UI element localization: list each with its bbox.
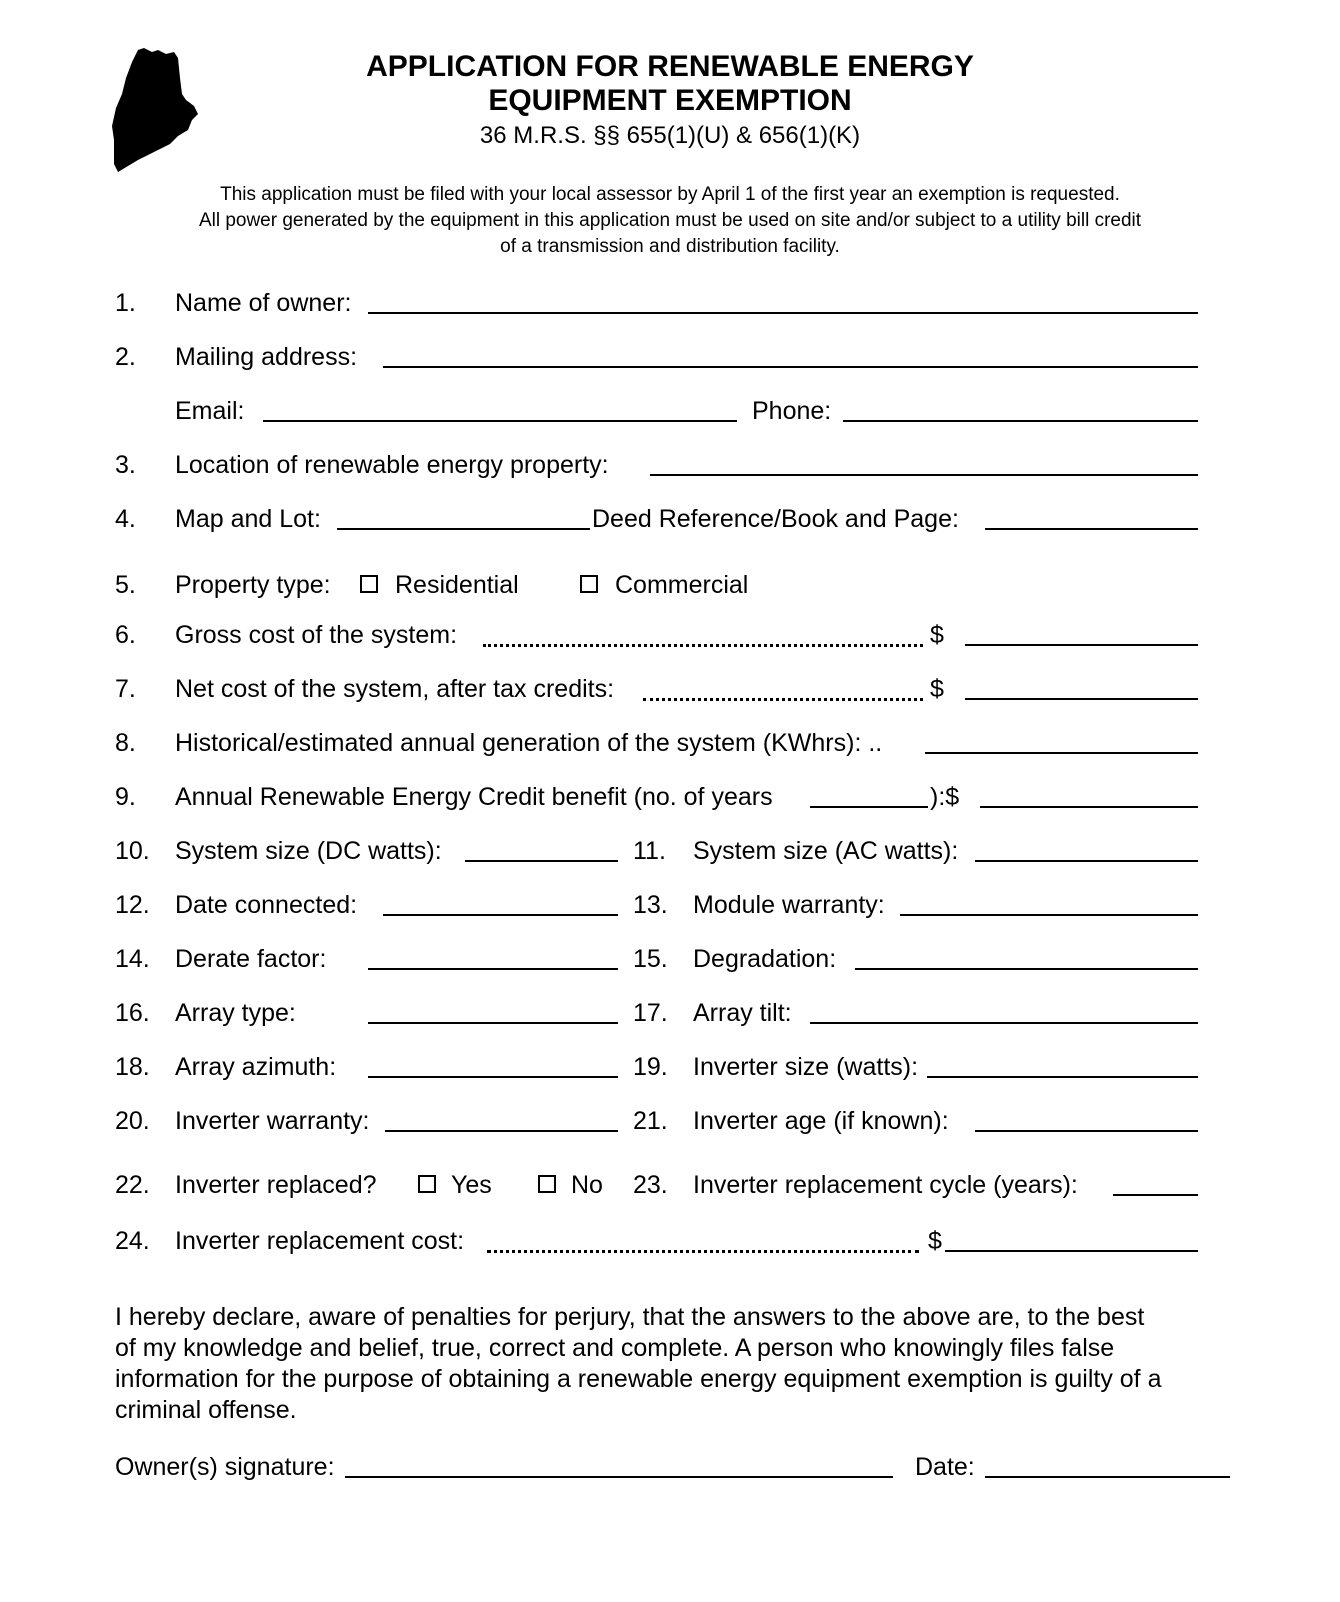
field-label: Property type: [175, 571, 331, 599]
dot-leader [487, 1250, 919, 1253]
net-cost-input[interactable] [965, 698, 1198, 700]
declaration-line2: of my knowledge and belief, true, correct and complete. A person who knowingly files false [115, 1334, 1115, 1362]
field-number: 3. [115, 451, 136, 479]
field-number: 14. [115, 945, 150, 973]
email-label: Email: [175, 397, 245, 425]
declaration-line4: criminal offense. [115, 1396, 297, 1424]
rec-years-input[interactable] [810, 806, 928, 808]
field-label: Array azimuth: [175, 1053, 337, 1081]
ac-watts-input[interactable] [975, 860, 1198, 862]
instruction-line2: All power generated by the equipment in this application must be used on site and/or subject to a utility bill credit [198, 210, 1142, 231]
field-label: Location of renewable energy property: [175, 451, 609, 479]
field-label: Derate factor: [175, 945, 327, 973]
field-label: Inverter warranty: [175, 1107, 370, 1135]
field-label: Annual Renewable Energy Credit benefit (no. of years [175, 783, 773, 811]
field-number: 5. [115, 571, 136, 599]
form-title-line2: EQUIPMENT EXEMPTION [488, 84, 852, 117]
field-label: System size (DC watts): [175, 837, 442, 865]
maine-state-logo [108, 48, 204, 176]
inverter-replaced-no-checkbox[interactable] [538, 1175, 556, 1193]
inverter-warranty-input[interactable] [385, 1130, 618, 1132]
field-row-inverter-replaced [115, 1170, 1200, 1200]
yes-label: Yes [451, 1171, 492, 1199]
field-number: 17. [633, 999, 668, 1027]
field-number: 18. [115, 1053, 150, 1081]
inverter-age-input[interactable] [975, 1130, 1198, 1132]
signature-row [115, 1452, 1235, 1482]
field-number: 20. [115, 1107, 150, 1135]
field-number: 11. [633, 837, 666, 865]
rec-suffix: ):$ [930, 783, 960, 811]
statute-reference: 36 M.R.S. §§ 655(1)(U) & 656(1)(K) [479, 122, 861, 149]
field-label: Name of owner: [175, 289, 352, 317]
field-row-date-module [115, 890, 1200, 920]
commercial-label: Commercial [615, 571, 749, 599]
field-row-property-type [115, 570, 1200, 600]
field-label: Inverter replacement cost: [175, 1227, 465, 1255]
replacement-cost-input[interactable] [945, 1250, 1198, 1252]
replacement-cycle-input[interactable] [1113, 1194, 1198, 1196]
field-row-name-of-owner [115, 288, 1200, 318]
field-label: Array type: [175, 999, 296, 1027]
field-row-gross-cost [115, 620, 1200, 650]
field-row-location [115, 450, 1200, 480]
field-row-derate-degradation [115, 944, 1200, 974]
field-number: 23. [633, 1171, 668, 1199]
field-label: Date connected: [175, 891, 358, 919]
derate-factor-input[interactable] [368, 968, 618, 970]
form-title-line1: APPLICATION FOR RENEWABLE ENERGY [366, 50, 974, 83]
signature-label: Owner(s) signature: [115, 1453, 335, 1481]
currency-symbol: $ [930, 675, 944, 703]
residential-label: Residential [395, 571, 519, 599]
field-number: 13. [633, 891, 668, 919]
date-connected-input[interactable] [383, 914, 618, 916]
dc-watts-input[interactable] [465, 860, 618, 862]
deed-reference-input[interactable] [985, 528, 1198, 530]
array-tilt-input[interactable] [810, 1022, 1198, 1024]
field-row-replacement-cost [115, 1226, 1200, 1256]
phone-input[interactable] [843, 420, 1198, 422]
field-label: Inverter replacement cycle (years): [693, 1171, 1078, 1199]
annual-generation-input[interactable] [925, 752, 1198, 754]
field-number: 8. [115, 729, 136, 757]
field-label: System size (AC watts): [693, 837, 959, 865]
dot-leader [643, 698, 923, 701]
field-number: 7. [115, 675, 136, 703]
field-row-mailing-address [115, 342, 1200, 372]
field-row-system-size [115, 836, 1200, 866]
field-label: Array tilt: [693, 999, 792, 1027]
field-label: Mailing address: [175, 343, 358, 371]
rec-benefit-input[interactable] [980, 806, 1198, 808]
signature-input[interactable] [345, 1476, 893, 1478]
map-lot-label: Map and Lot: [175, 505, 321, 533]
instruction-line3: of a transmission and distribution facility. [500, 236, 840, 257]
field-label: Module warranty: [693, 891, 885, 919]
deed-reference-label: Deed Reference/Book and Page: [592, 505, 959, 533]
field-label: Inverter replaced? [175, 1171, 377, 1199]
field-row-email-phone [115, 396, 1200, 426]
array-azimuth-input[interactable] [368, 1076, 618, 1078]
declaration-line1: I hereby declare, aware of penalties for perjury, that the answers to the above are, to the best [115, 1303, 1145, 1331]
field-row-annual-generation [115, 728, 1200, 758]
field-label: Degradation: [693, 945, 837, 973]
no-label: No [571, 1171, 603, 1199]
inverter-size-input[interactable] [927, 1076, 1198, 1078]
field-label: Gross cost of the system: [175, 621, 458, 649]
field-number: 10. [115, 837, 150, 865]
field-label: Inverter size (watts): [693, 1053, 919, 1081]
field-number: 4. [115, 505, 136, 533]
field-number: 16. [115, 999, 150, 1027]
email-input[interactable] [263, 420, 737, 422]
array-type-input[interactable] [368, 1022, 618, 1024]
dot-leader [483, 644, 923, 647]
field-row-azimuth-inverter-size [115, 1052, 1200, 1082]
location-input[interactable] [650, 474, 1198, 476]
field-row-net-cost [115, 674, 1200, 704]
field-row-inverter-warranty-age [115, 1106, 1200, 1136]
signature-date-input[interactable] [985, 1476, 1230, 1478]
phone-label: Phone: [752, 397, 832, 425]
gross-cost-input[interactable] [965, 644, 1198, 646]
instruction-line1: This application must be filed with your local assessor by April 1 of the first year an exemption is requested. [220, 184, 1120, 205]
currency-symbol: $ [928, 1227, 942, 1255]
field-number: 9. [115, 783, 136, 811]
field-number: 2. [115, 343, 136, 371]
field-number: 1. [115, 289, 136, 317]
inverter-replaced-yes-checkbox[interactable] [418, 1175, 436, 1193]
field-row-array-type-tilt [115, 998, 1200, 1028]
module-warranty-input[interactable] [900, 914, 1198, 916]
currency-symbol: $ [930, 621, 944, 649]
mailing-address-input[interactable] [383, 366, 1198, 368]
field-number: 24. [115, 1227, 150, 1255]
field-number: 6. [115, 621, 136, 649]
degradation-input[interactable] [855, 968, 1198, 970]
field-label: Net cost of the system, after tax credits: [175, 675, 615, 703]
field-row-map-lot [115, 504, 1200, 534]
field-label: Historical/estimated annual generation of the system (KWhrs): .. [175, 729, 883, 757]
name-of-owner-input[interactable] [368, 312, 1198, 314]
map-lot-input[interactable] [337, 528, 590, 530]
field-number: 19. [633, 1053, 668, 1081]
field-label: Inverter age (if known): [693, 1107, 949, 1135]
field-row-rec-benefit [115, 782, 1200, 812]
field-number: 12. [115, 891, 150, 919]
date-label: Date: [915, 1453, 975, 1481]
residential-checkbox[interactable] [360, 575, 378, 593]
field-number: 21. [633, 1107, 668, 1135]
commercial-checkbox[interactable] [580, 575, 598, 593]
declaration-line3: information for the purpose of obtaining a renewable energy equipment exemption is guilty of a [115, 1365, 1162, 1393]
field-number: 15. [633, 945, 668, 973]
field-number: 22. [115, 1171, 150, 1199]
